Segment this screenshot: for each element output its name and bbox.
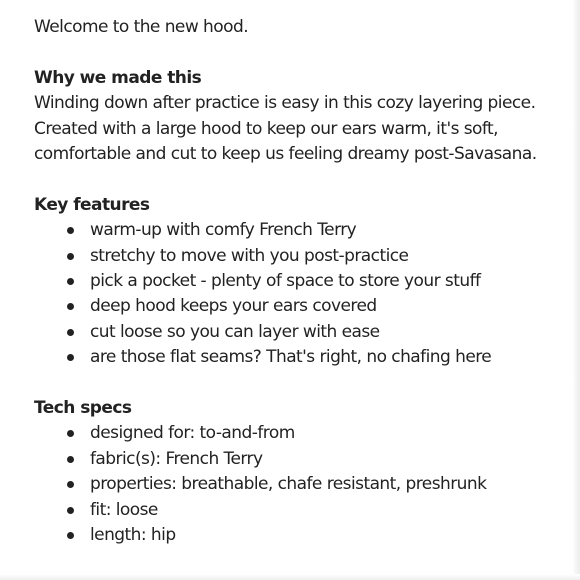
why-line: Winding down after practice is easy in this cozy layering piece. [34, 93, 536, 114]
features-heading: Key features [34, 194, 150, 215]
feature-item [90, 320, 564, 345]
bullet-icon [67, 532, 74, 539]
spacer [34, 167, 564, 192]
feature-text: cut loose so you can layer with ease [90, 321, 380, 342]
page-edge-shadow [572, 0, 580, 580]
feature-text: pick a pocket - plenty of space to store your stuff [90, 271, 481, 292]
bullet-icon [67, 507, 74, 514]
why-line: Created with a large hood to keep our ears warm, it's soft, [34, 118, 499, 139]
spec-item [90, 498, 564, 523]
page-bottom-shadow [0, 574, 580, 580]
feature-item [90, 294, 564, 319]
feature-item [90, 244, 564, 269]
why-line: comfortable and cut to keep us feeling dreamy post-Savasana. [34, 144, 537, 165]
feature-text: deep hood keeps your ears covered [90, 296, 377, 317]
feature-text: are those flat seams? That's right, no chafing here [90, 347, 492, 368]
product-description [34, 15, 564, 548]
spec-text: fit: loose [90, 499, 158, 520]
bullet-icon [67, 456, 74, 463]
spacer [34, 371, 564, 396]
bullet-icon [67, 430, 74, 437]
bullet-icon [67, 227, 74, 234]
feature-item [90, 269, 564, 294]
why-heading: Why we made this [34, 67, 202, 88]
specs-heading: Tech specs [34, 398, 132, 419]
intro-text: Welcome to the new hood. [34, 17, 249, 37]
feature-text: stretchy to move with you post-practice [90, 245, 409, 266]
spec-item [90, 447, 564, 472]
spec-text: designed for: to-and-from [90, 423, 295, 444]
bullet-icon [67, 253, 74, 260]
bullet-icon [67, 278, 74, 285]
specs-section [34, 396, 564, 548]
spec-text: fabric(s): French Terry [90, 448, 263, 469]
spec-item [90, 523, 564, 548]
spec-item [90, 472, 564, 497]
feature-text: warm-up with comfy French Terry [90, 220, 357, 241]
specs-list [34, 421, 564, 548]
why-section [34, 66, 564, 168]
spec-item [90, 421, 564, 446]
bullet-icon [67, 481, 74, 488]
feature-item [90, 345, 564, 370]
spec-text: properties: breathable, chafe resistant, preshrunk [90, 474, 487, 495]
features-section [34, 193, 564, 371]
bullet-icon [67, 329, 74, 336]
bullet-icon [67, 354, 74, 361]
feature-item [90, 218, 564, 243]
features-list [34, 218, 564, 370]
spacer [34, 40, 564, 65]
spec-text: length: hip [90, 525, 176, 546]
bullet-icon [67, 303, 74, 310]
